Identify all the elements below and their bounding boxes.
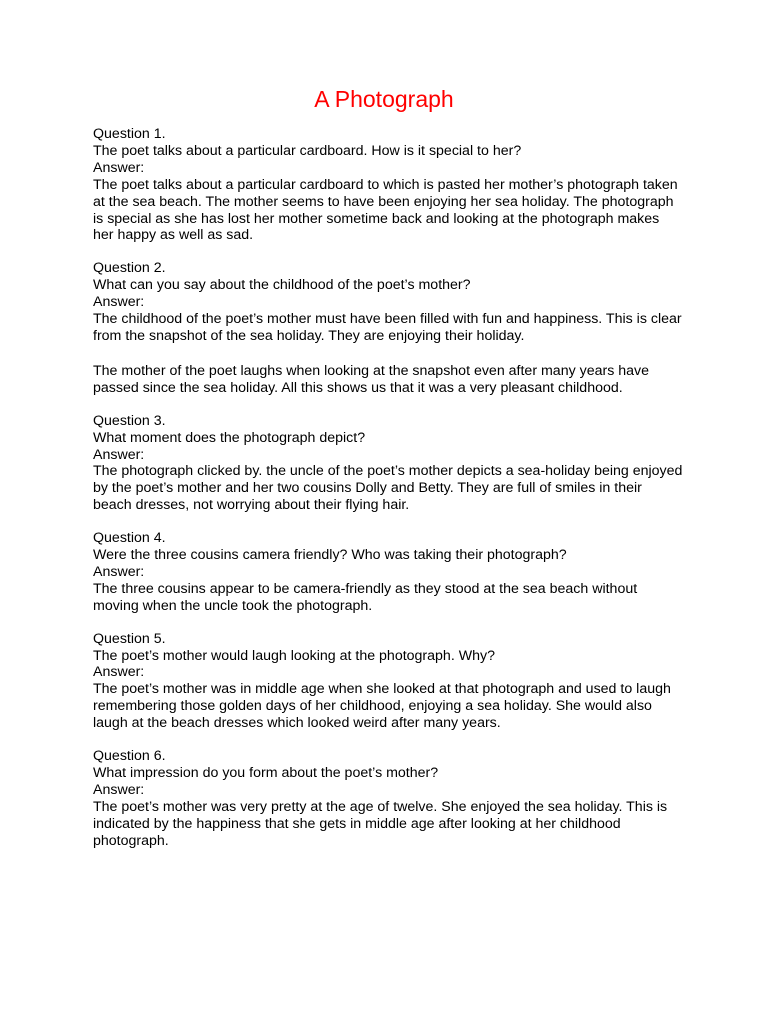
answer-continuation [93,363,683,397]
question-number: Question 5. [93,630,166,647]
page-title: A Photograph [314,86,454,112]
question-text: What impression do you form about the poet’s mother? [93,765,439,781]
answer-text: The photograph clicked by. the uncle of the poet’s mother depicts a sea-holiday being enjoyed by the poet’s mother and her two cousins Dolly and Betty. They are full of smiles in their beach dresses, not worrying about their flying hair. [93,463,683,514]
question-block-2 [93,260,683,345]
question-number: Question 3. [93,412,166,429]
answer-label: Answer: [93,563,145,580]
question-text: What can you say about the childhood of the poet’s mother? [93,277,471,294]
answer-label: Answer: [93,446,145,463]
question-number: Question 4. [93,530,166,547]
question-number: Question 1. [93,126,166,142]
answer-text: The three cousins appear to be camera-friendly as they stood at the sea beach without moving when the uncle took the photograph. [93,580,638,614]
question-text: What moment does the photograph depict? [93,429,366,446]
question-block-6 [93,748,683,849]
question-block-4 [93,530,683,615]
answer-text: The poet’s mother was very pretty at the age of twelve. She enjoyed the sea holiday. This is indicated by the happiness that she gets in middle age after looking at her childhood photograph. [93,798,668,849]
question-text: The poet talks about a particular cardboard. How is it special to her? [93,142,522,159]
question-number: Question 2. [93,260,166,277]
answer-label: Answer: [93,159,145,176]
question-block-3 [93,413,683,514]
question-text: The poet’s mother would laugh looking at the photograph. Why? [93,647,495,664]
answer-label: Answer: [93,664,145,681]
answer-label: Answer: [93,781,145,798]
answer-text: The poet’s mother was in middle age when she looked at that photograph and used to laugh remembering those golden days of her childhood, enjoying a sea holiday. She would also laugh at the beach dresses which looked weird after many years. [93,681,671,732]
answer-text: The childhood of the poet’s mother must have been filled with fun and happiness. This is clear from the snapshot of the sea holiday. They are enjoying their holiday. [93,311,682,344]
question-number: Question 6. [93,748,166,765]
question-block-5 [93,631,683,732]
answer-text: The poet talks about a particular cardboard to which is pasted her mother’s photograph taken at the sea beach. The mother seems to have been enjoying her sea holiday. The photograph is special as she has lost her mother sometime back and looking at the photograph makes her happy as well as sad. [93,176,678,244]
answer-text-extra: The mother of the poet laughs when looking at the snapshot even after many years have passed since the sea holiday. All this shows us that it was a very pleasant childhood. [93,362,650,396]
document-body [93,126,683,866]
answer-label: Answer: [93,294,145,311]
question-text: Were the three cousins camera friendly? Who was taking their photograph? [93,547,567,564]
question-block-1 [93,126,683,244]
